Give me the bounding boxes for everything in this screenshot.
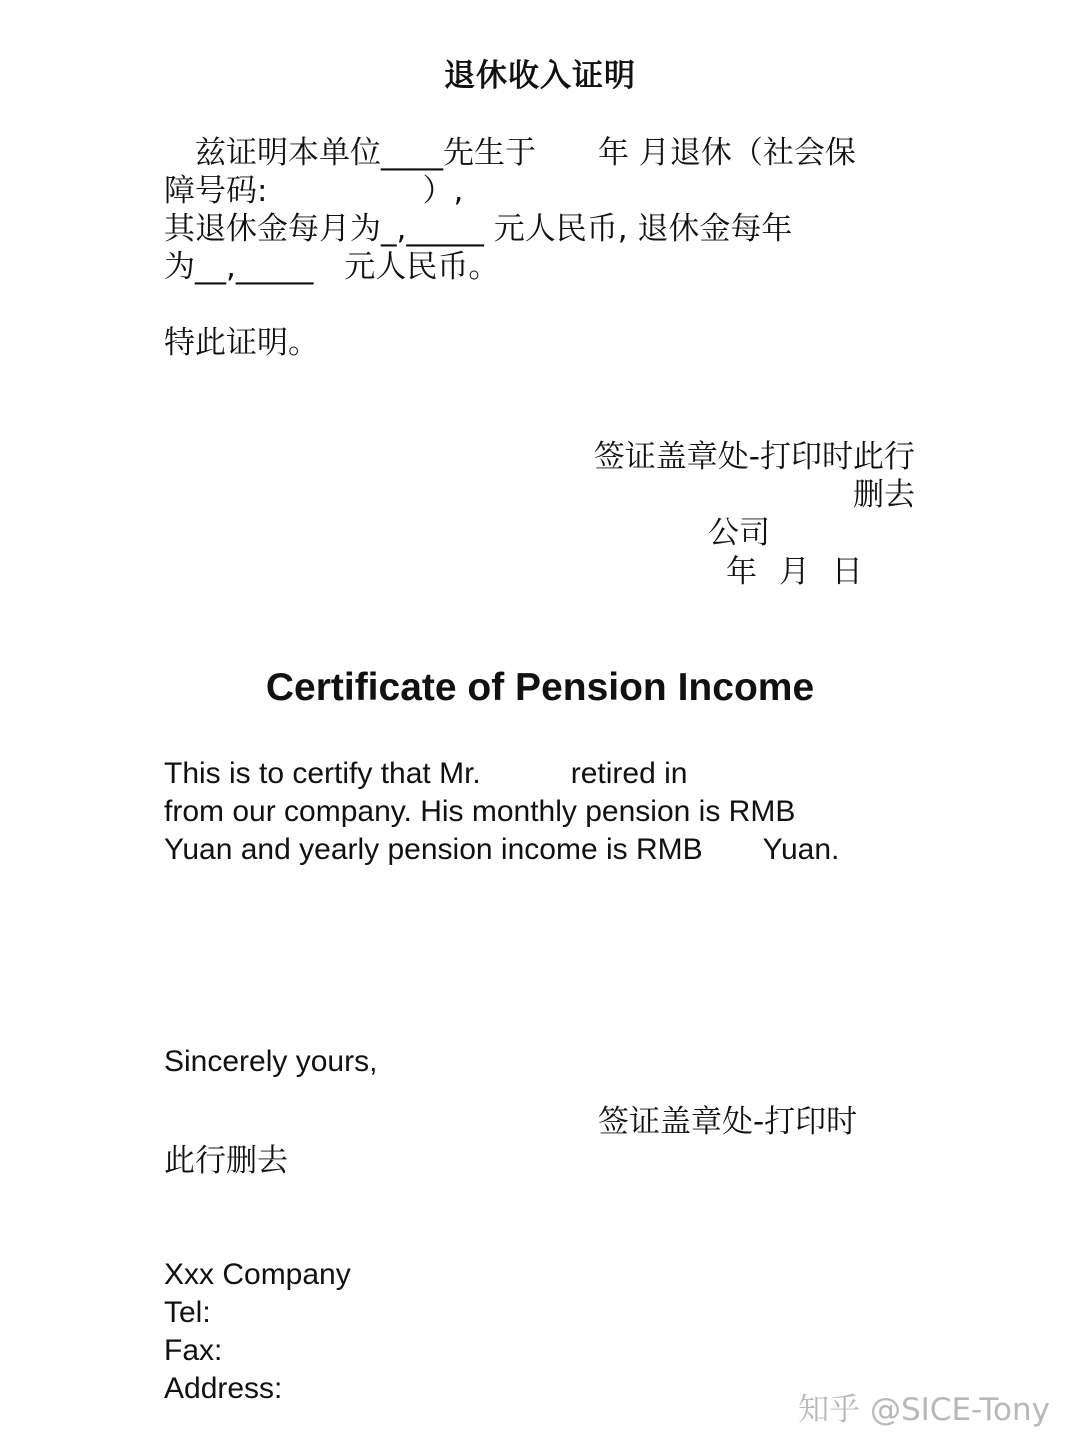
en-company-name: Xxx Company (164, 1258, 351, 1291)
cn-date: 年 月 日 (726, 554, 863, 590)
en-body-line-2: from our company. His monthly pension is RMB (164, 795, 796, 828)
cn-body-line-3: 其退休金每月为_,_____ 元人民币, 退休金每年 (164, 211, 793, 247)
cn-document-title: 退休收入证明 (444, 58, 636, 94)
cn-body-line-4: 为__,_____ 元人民币。 (164, 249, 500, 285)
cn-body-line-1: 兹证明本单位____先生于 年 月退休（社会保 (164, 135, 856, 171)
en-body-line-3: Yuan and yearly pension income is RMB Yuan. (164, 833, 840, 866)
en-tel-label: Tel: (164, 1296, 211, 1329)
en-stamp-note-line-1: 签证盖章处-打印时 (598, 1104, 858, 1140)
watermark: 知乎 @SICE-Tony (798, 1392, 1050, 1428)
cn-body-line-2: 障号码: ）, (164, 173, 464, 209)
cn-stamp-note-line-1: 签证盖章处-打印时此行 (593, 439, 915, 475)
cn-stamp-note-line-2: 删去 (853, 477, 915, 513)
en-sincerely: Sincerely yours, (164, 1045, 378, 1078)
en-document-title: Certificate of Pension Income (265, 666, 815, 709)
en-address-label: Address: (164, 1372, 283, 1405)
cn-company: 公司 (708, 515, 770, 551)
en-fax-label: Fax: (164, 1334, 223, 1367)
en-body-line-1: This is to certify that Mr. retired in (164, 757, 688, 790)
en-stamp-note-line-2: 此行删去 (164, 1143, 288, 1179)
cn-closing: 特此证明。 (164, 325, 319, 361)
